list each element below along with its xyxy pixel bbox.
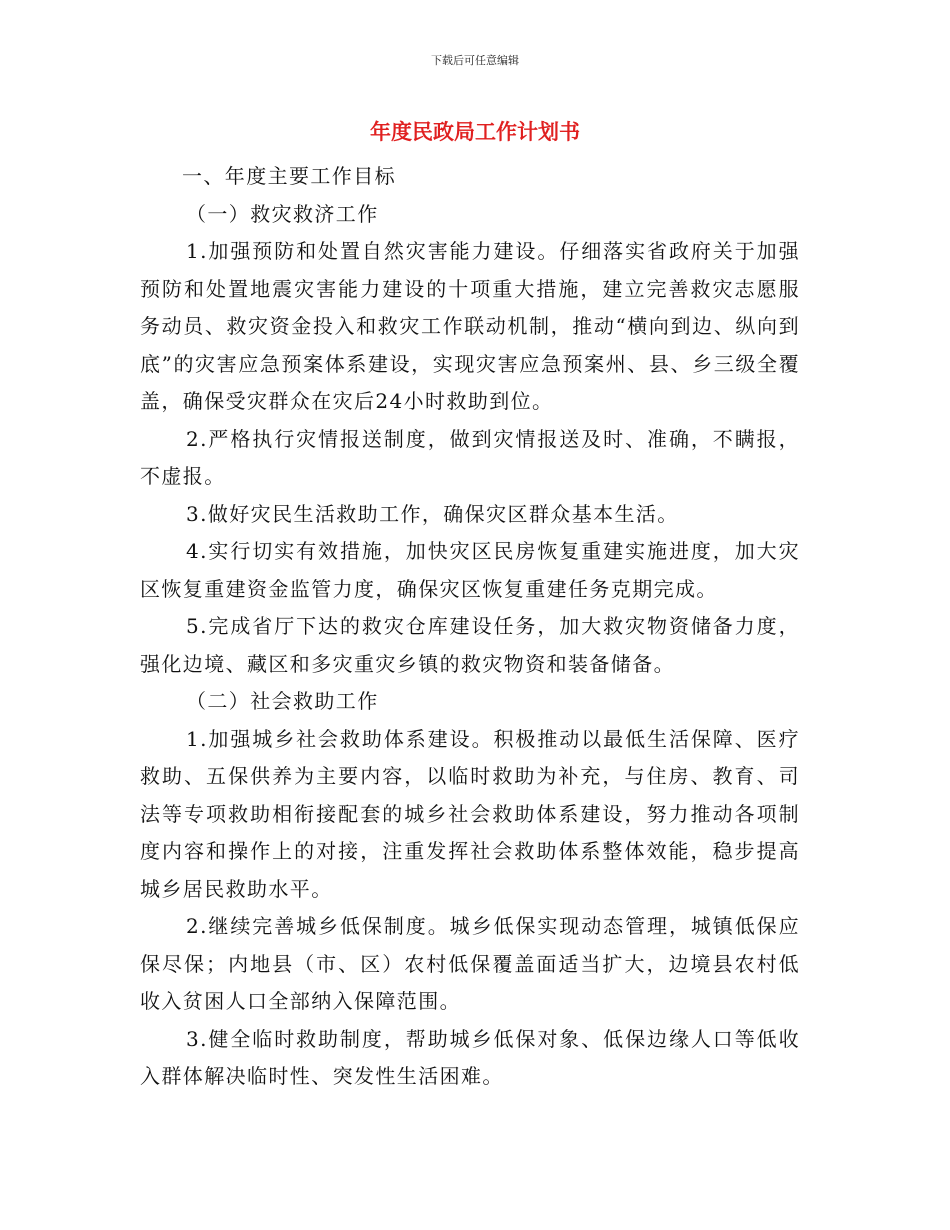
subsection-heading-social-assistance: （二）社会救助工作 <box>186 689 379 713</box>
subsection-heading-disaster-relief: （一）救灾救济工作 <box>186 201 379 226</box>
paragraph: 5.完成省厅下达的救灾仓库建设任务，加大救灾物资储备力度，强化边境、藏区和多灾重灾乡镇的救灾物资和装备储备。 <box>140 614 800 676</box>
document-body <box>140 158 800 1096</box>
paragraph: 2.继续完善城乡低保制度。城乡低保实现动态管理，城镇低保应保尽保；内地县（市、区）农村低保覆盖面适当扩大，边境县农村低收入贫困人口全部纳入保障范围。 <box>140 914 800 1013</box>
paragraph: 3.做好灾民生活救助工作，确保灾区群众基本生活。 <box>186 501 679 526</box>
paragraph: 3.健全临时救助制度，帮助城乡低保对象、低保边缘人口等低收入群体解决临时性、突发性生活困难。 <box>140 1026 800 1088</box>
document-title: 年度民政局工作计划书 <box>370 119 580 144</box>
paragraph: 4.实行切实有效措施，加快灾区民房恢复重建实施进度，加大灾区恢复重建资金监管力度，确保灾区恢复重建任务克期完成。 <box>140 539 800 601</box>
paragraph: 1.加强城乡社会救助体系建设。积极推动以最低生活保障、医疗救助、五保供养为主要内容，以临时救助为补充，与住房、教育、司法等专项救助相衔接配套的城乡社会救助体系建设，努力推动各项制度内容和操作上的对接，注重发挥社会救助体系整体效能，稳步提高城乡居民救助水平。 <box>140 726 800 901</box>
section-heading-main-goals: 一、年度主要工作目标 <box>182 164 396 188</box>
header-note: 下载后可任意编辑 <box>431 54 519 67</box>
paragraph: 2.严格执行灾情报送制度，做到灾情报送及时、准确，不瞒报，不虚报。 <box>140 426 800 488</box>
paragraph: 1.加强预防和处置自然灾害能力建设。仔细落实省政府关于加强预防和处置地震灾害能力建设的十项重大措施，建立完善救灾志愿服务动员、救灾资金投入和救灾工作联动机制，推动“横向到边、纵向到底”的灾害应急预案体系建设，实现灾害应急预案州、县、乡三级全覆盖，确保受灾群众在灾后24小时救助到位。 <box>140 239 800 413</box>
